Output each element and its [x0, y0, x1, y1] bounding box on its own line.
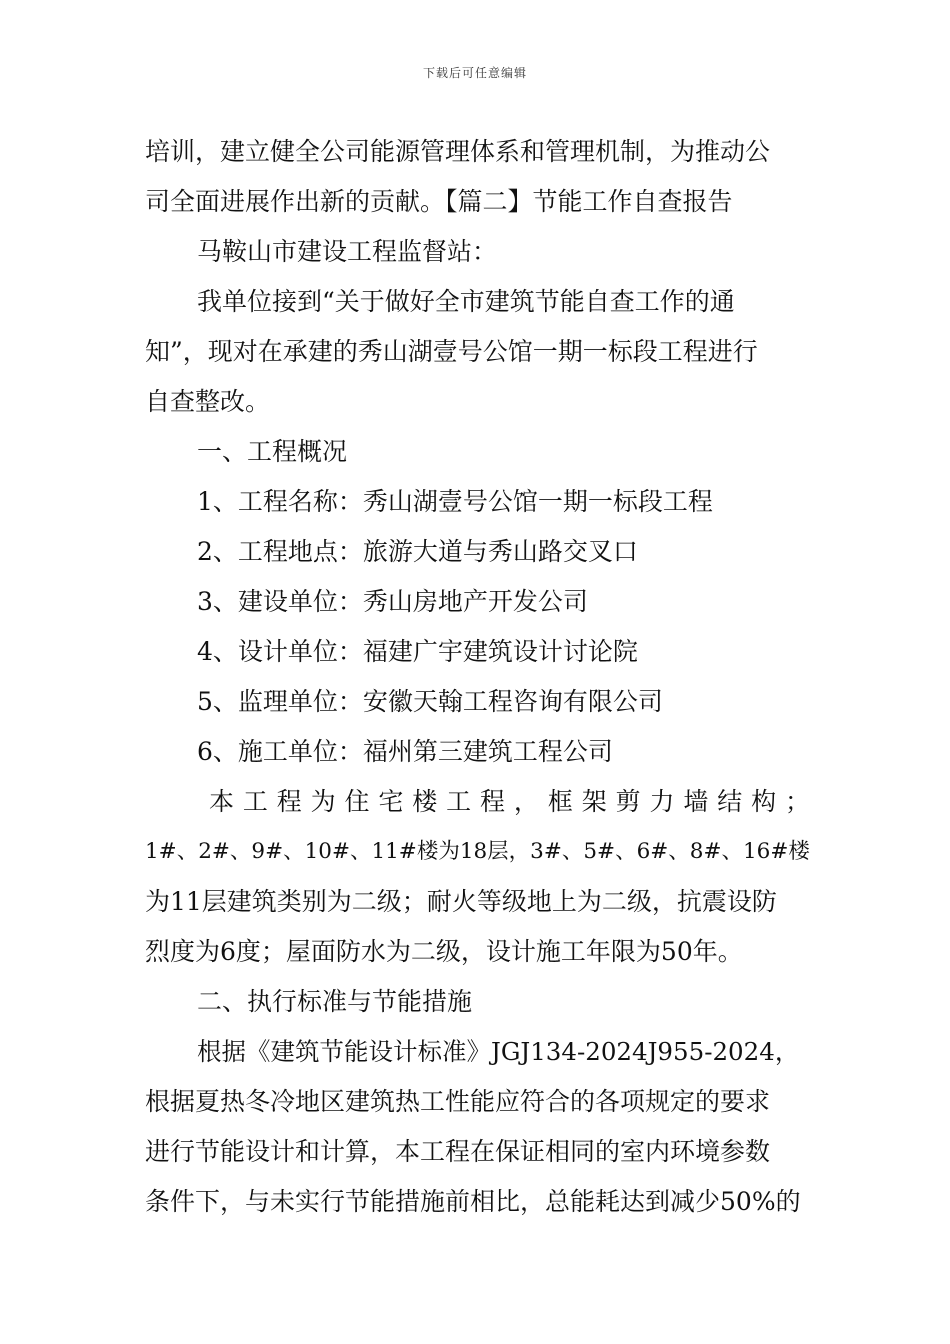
paragraph-line: 1#、2#、9#、10#、11#楼为18层，3#、5#、6#、8#、16#楼 [145, 839, 810, 864]
list-item: 5、监理单位：安徽天翰工程咨询有限公司 [197, 687, 663, 716]
page-header: 下载后可任意编辑 [422, 66, 527, 80]
paragraph-line: 自查整改。 [145, 387, 271, 416]
paragraph-line: 司全面进展作出新的贡献。【篇二】节能工作自查报告 [145, 187, 733, 216]
document-body [145, 127, 810, 1227]
list-item: 3、建设单位：秀山房地产开发公司 [197, 587, 588, 616]
section-heading: 二、执行标准与节能措施 [197, 987, 473, 1016]
paragraph-line: 为11层建筑类别为二级；耐火等级地上为二级，抗震设防 [145, 887, 777, 916]
paragraph-line: 进行节能设计和计算，本工程在保证相同的室内环境参数 [145, 1137, 771, 1166]
paragraph-line: 本工程为住宅楼工程，框架剪力墙结构； [209, 787, 810, 816]
paragraph-line: 条件下，与未实行节能措施前相比，总能耗达到减少50%的 [145, 1187, 801, 1216]
paragraph-line: 我单位接到“关于做好全市建筑节能自查工作的通 [197, 287, 735, 316]
paragraph-line: 培训，建立健全公司能源管理体系和管理机制，为推动公 [145, 137, 771, 166]
list-item: 6、施工单位：福州第三建筑工程公司 [197, 737, 613, 766]
section-heading: 一、工程概况 [197, 437, 348, 466]
paragraph-line: 根据夏热冬冷地区建筑热工性能应符合的各项规定的要求 [145, 1087, 771, 1116]
addressee-line: 马鞍山市建设工程监督站： [197, 237, 498, 266]
paragraph-line: 根据《建筑节能设计标准》JGJ134-2024J955-2024， [197, 1037, 800, 1066]
paragraph-line: 烈度为6度；屋面防水为二级，设计施工年限为50年。 [145, 937, 743, 966]
list-item: 1、工程名称：秀山湖壹号公馆一期一标段工程 [197, 487, 713, 516]
list-item: 2、工程地点：旅游大道与秀山路交叉口 [197, 537, 638, 566]
list-item: 4、设计单位：福建广宇建筑设计讨论院 [197, 637, 638, 666]
paragraph-line: 知”，现对在承建的秀山湖壹号公馆一期一标段工程进行 [145, 337, 758, 366]
